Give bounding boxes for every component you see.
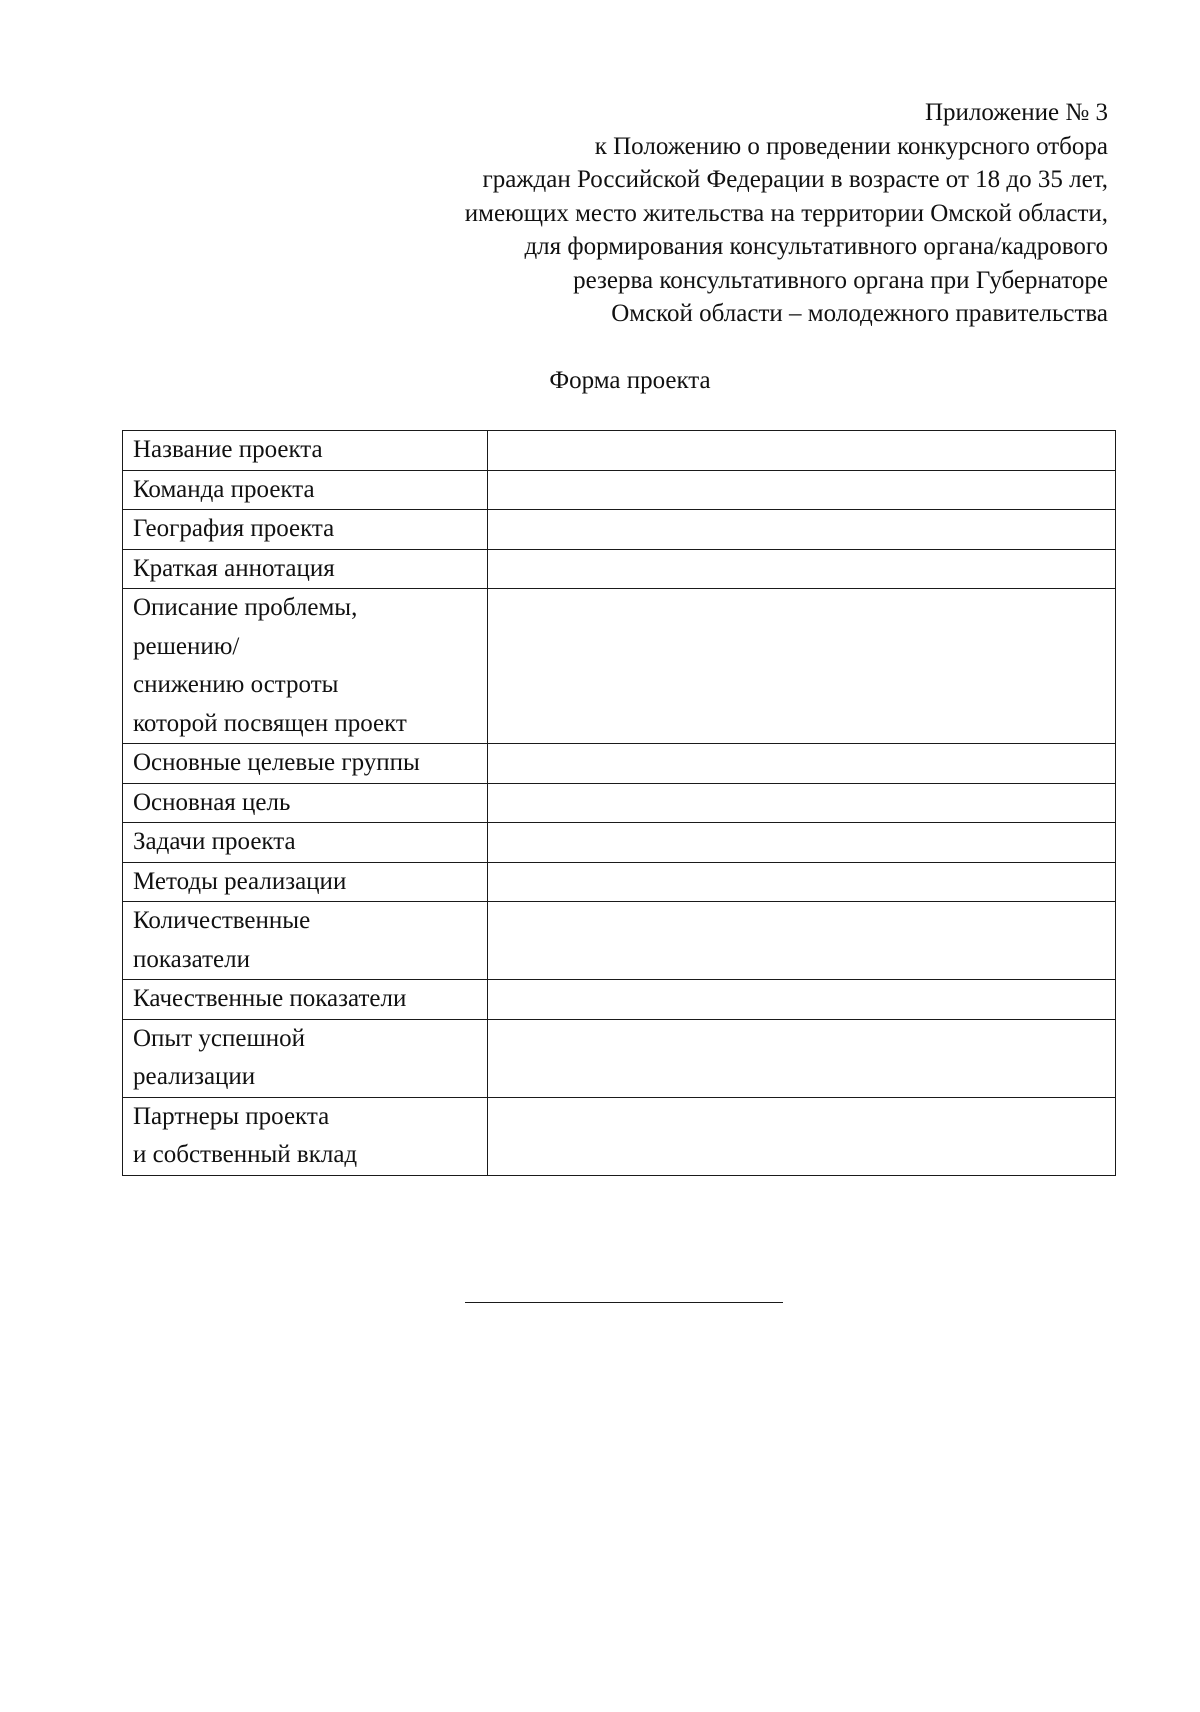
closing-divider-line	[465, 1302, 783, 1303]
form-row-implementation-methods	[123, 862, 1116, 902]
row-label: Методы реализации	[123, 862, 488, 902]
form-row-partners-contribution	[123, 1097, 1116, 1175]
row-label: Краткая аннотация	[123, 549, 488, 589]
row-value-cell[interactable]	[488, 902, 1116, 980]
row-label: Команда проекта	[123, 470, 488, 510]
form-row-target-groups	[123, 744, 1116, 784]
appendix-header-line: к Положению о проведении конкурсного отбора	[594, 132, 1108, 160]
form-title: Форма проекта	[549, 367, 711, 394]
row-label: Основные целевые группы	[123, 744, 488, 784]
appendix-header-line: для формирования консультативного органа/кадрового	[524, 233, 1108, 260]
row-label: Количественные показатели	[123, 902, 488, 980]
row-label: Описание проблемы, решению/ снижению остроты которой посвящен проект	[123, 589, 488, 744]
appendix-number: Приложение № 3	[924, 99, 1108, 126]
form-row-project-geography	[123, 510, 1116, 550]
appendix-header	[308, 96, 1108, 331]
row-label: Основная цель	[123, 783, 488, 823]
project-form-table	[122, 430, 1116, 1176]
row-value-cell[interactable]	[488, 431, 1116, 471]
row-value-cell[interactable]	[488, 549, 1116, 589]
row-label: Задачи проекта	[123, 823, 488, 863]
row-value-cell[interactable]	[488, 783, 1116, 823]
row-label: Партнеры проекта и собственный вклад	[123, 1097, 488, 1175]
row-label: Качественные показатели	[123, 980, 488, 1020]
form-row-problem-description	[123, 589, 1116, 744]
row-value-cell[interactable]	[488, 980, 1116, 1020]
form-row-short-annotation	[123, 549, 1116, 589]
row-value-cell[interactable]	[488, 589, 1116, 744]
row-value-cell[interactable]	[488, 510, 1116, 550]
form-row-project-team	[123, 470, 1116, 510]
form-row-successful-experience	[123, 1019, 1116, 1097]
row-value-cell[interactable]	[488, 1019, 1116, 1097]
row-label: Название проекта	[123, 431, 488, 471]
form-row-project-tasks	[123, 823, 1116, 863]
form-row-quantitative-indicators	[123, 902, 1116, 980]
appendix-header-line: имеющих место жительства на территории Омской области,	[464, 199, 1108, 227]
row-value-cell[interactable]	[488, 470, 1116, 510]
row-value-cell[interactable]	[488, 862, 1116, 902]
row-label: Опыт успешной реализации	[123, 1019, 488, 1097]
form-row-qualitative-indicators	[123, 980, 1116, 1020]
appendix-header-line: Омской области – молодежного правительства	[611, 300, 1108, 327]
appendix-header-line: резерва консультативного органа при Губернаторе	[573, 266, 1108, 294]
row-label: География проекта	[123, 510, 488, 550]
row-value-cell[interactable]	[488, 744, 1116, 784]
row-value-cell[interactable]	[488, 1097, 1116, 1175]
row-value-cell[interactable]	[488, 823, 1116, 863]
form-row-main-goal	[123, 783, 1116, 823]
appendix-header-line: граждан Российской Федерации в возрасте от 18 до 35 лет,	[482, 166, 1108, 193]
form-row-project-name	[123, 431, 1116, 471]
